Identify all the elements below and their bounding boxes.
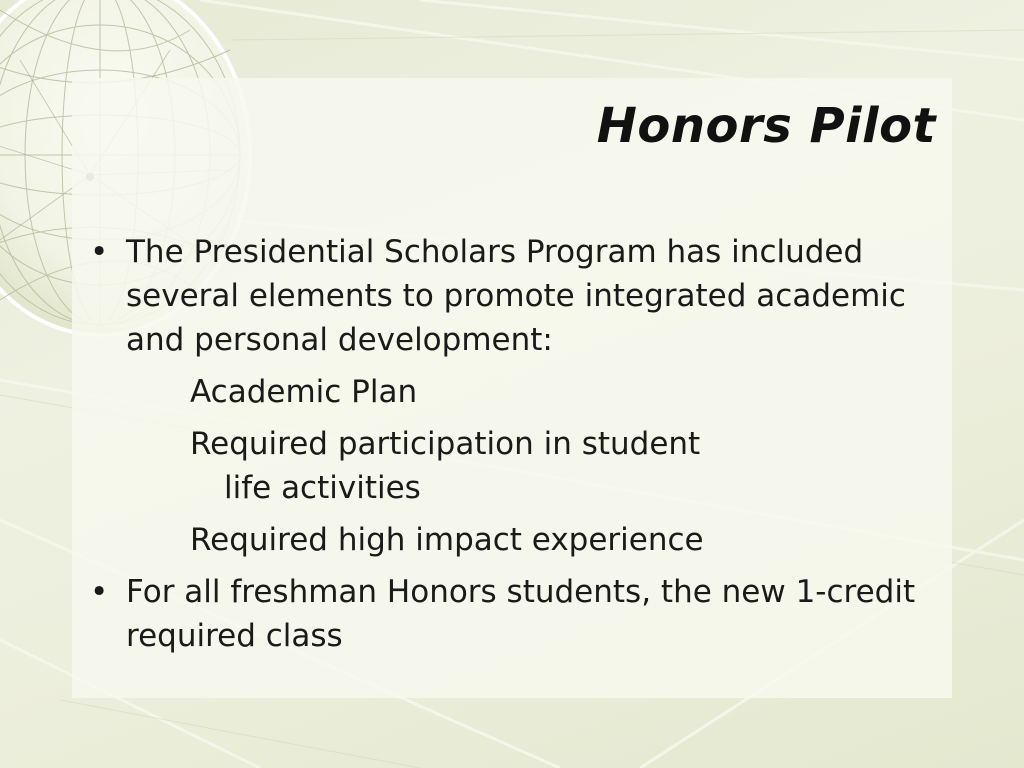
bullet-item [90, 570, 920, 658]
bullet-icon: • [90, 234, 109, 270]
sub-item: Required high impact experience [190, 522, 704, 558]
bullet-text: The Presidential Scholars Program has included several elements to promote integrated academic and personal development: [126, 234, 906, 358]
sub-item-continuation: life activities [224, 470, 421, 506]
bullet-text: For all freshman Honors students, the new 1-credit required class [126, 574, 916, 654]
bullet-icon: • [90, 574, 109, 610]
sub-item: Required participation in student [190, 426, 701, 462]
slide-body [90, 230, 920, 658]
sub-item: Academic Plan [190, 374, 418, 410]
bullet-item [90, 230, 920, 362]
slide-title: Honors Pilot [596, 98, 936, 154]
